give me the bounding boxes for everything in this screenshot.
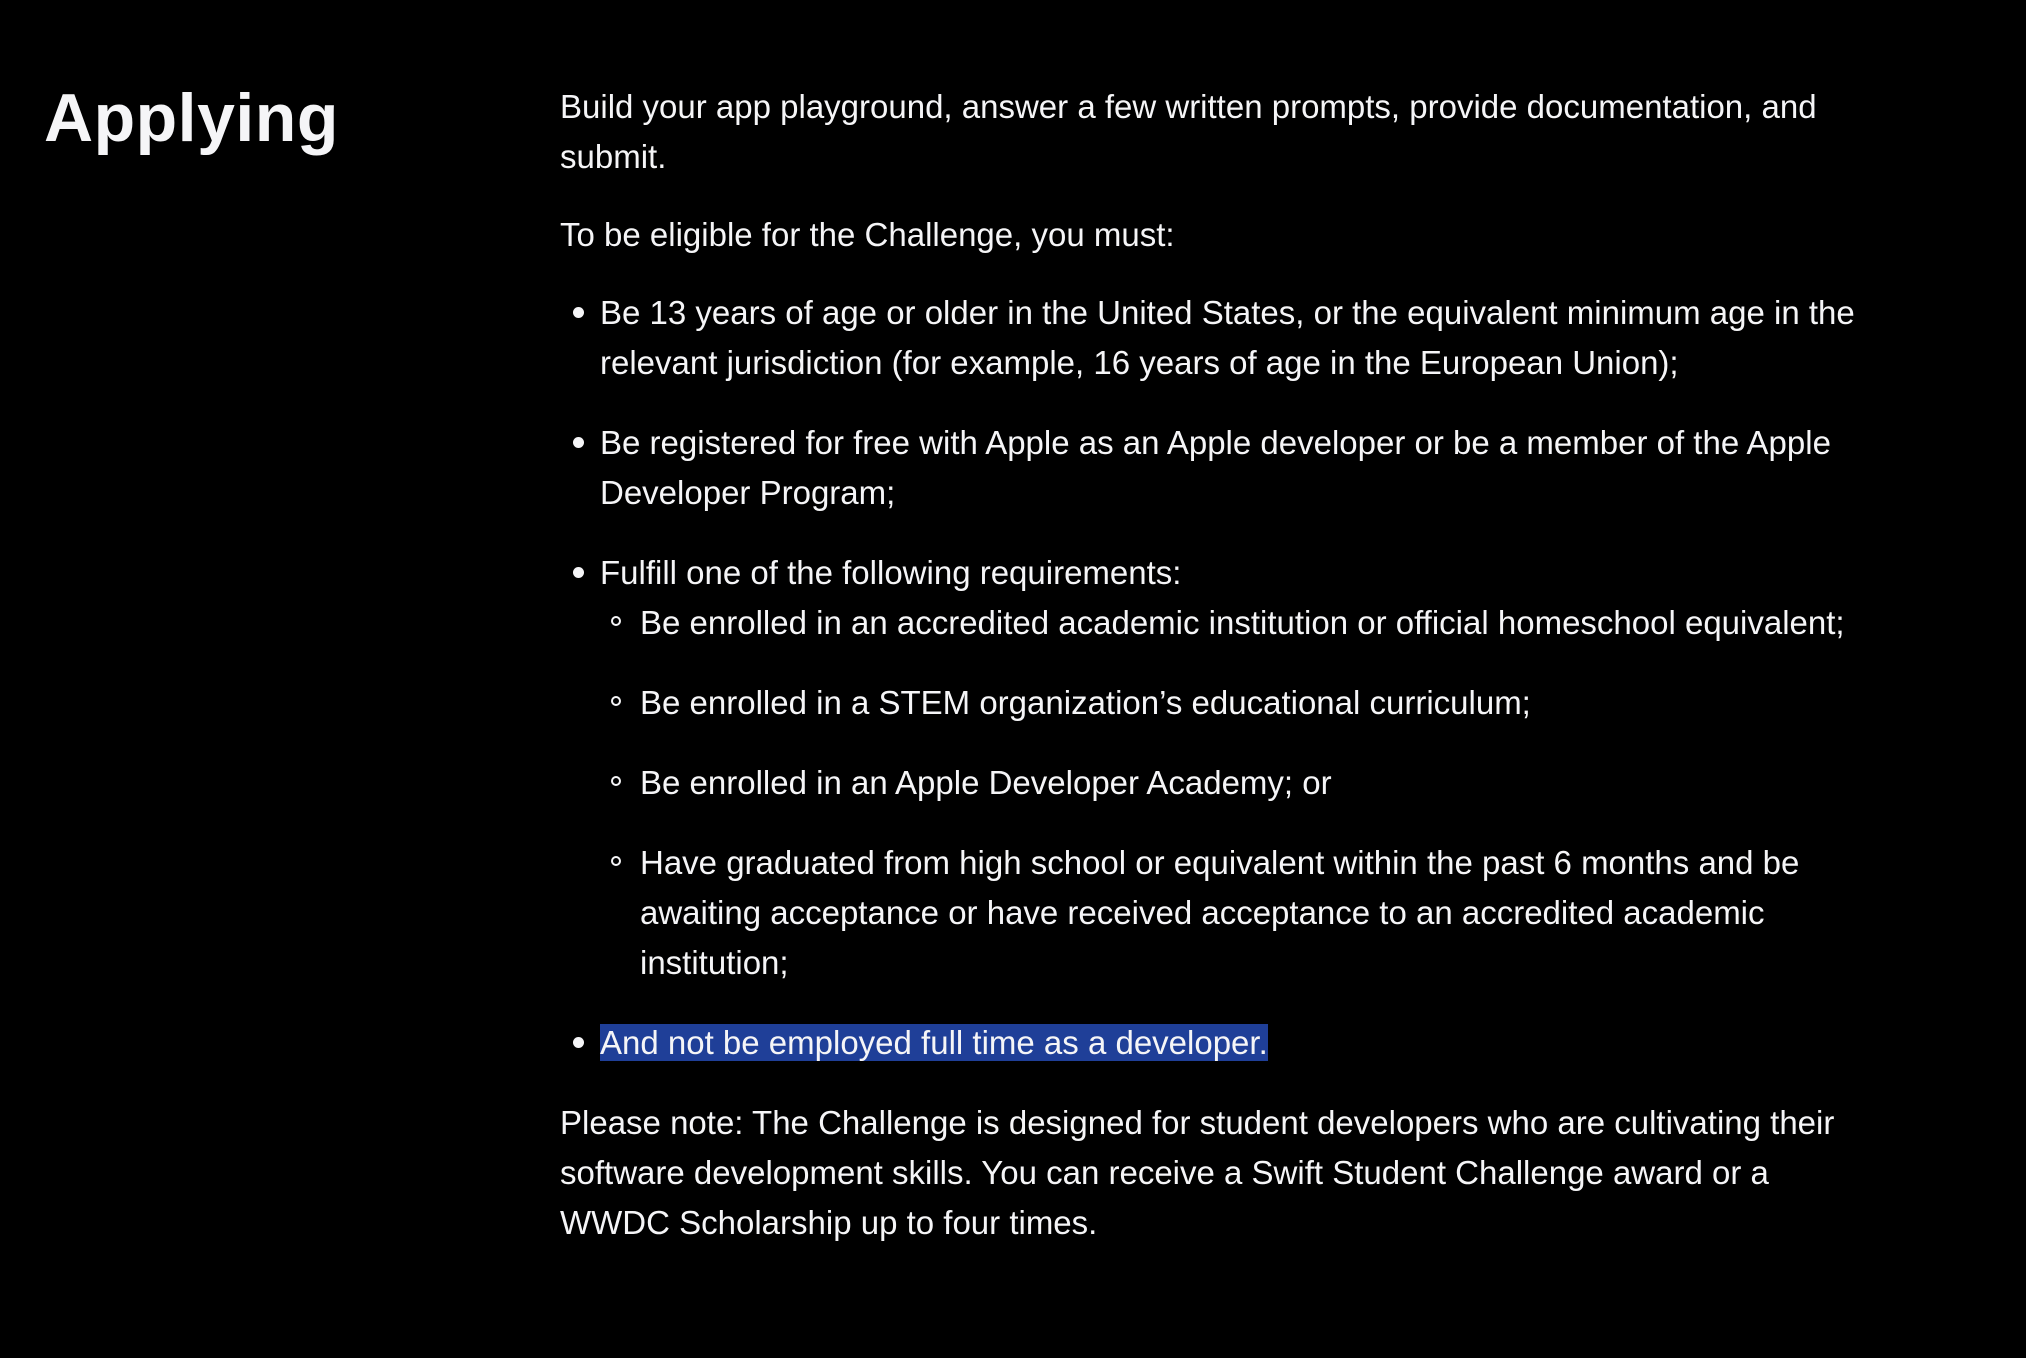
requirement-text: Fulfill one of the following requirements: [600, 554, 1182, 591]
requirement-text: Be 13 years of age or older in the United States, or the equivalent minimum age in the relevant jurisdiction (for example, 16 years of age in the European Union); [600, 294, 1855, 381]
bullet-icon [573, 307, 584, 318]
sub-requirements-list [600, 598, 1860, 988]
sub-requirement-text: Be enrolled in an accredited academic institution or official homeschool equivalent; [640, 604, 1845, 641]
sub-requirement-text: Be enrolled in a STEM organization’s educational curriculum; [640, 684, 1531, 721]
hollow-bullet-icon [611, 616, 621, 626]
sub-requirement-item [600, 758, 1860, 808]
requirement-text: Be registered for free with Apple as an Apple developer or be a member of the Apple Developer Program; [600, 424, 1831, 511]
bullet-icon [573, 1037, 584, 1048]
requirement-item-age [560, 288, 1860, 388]
requirement-item-registered [560, 418, 1860, 518]
sub-requirement-item [600, 838, 1860, 988]
hollow-bullet-icon [611, 856, 621, 866]
hollow-bullet-icon [611, 696, 621, 706]
requirements-list [560, 288, 1860, 1068]
selected-requirement-text[interactable]: And not be employed full time as a developer. [600, 1024, 1268, 1061]
hollow-bullet-icon [611, 776, 621, 786]
intro-paragraph: Build your app playground, answer a few written prompts, provide documentation, and submit. [560, 88, 1817, 175]
sub-requirement-text: Be enrolled in an Apple Developer Academy; or [640, 764, 1332, 801]
sub-requirement-item [600, 598, 1860, 648]
bullet-icon [573, 437, 584, 448]
sub-requirement-text: Have graduated from high school or equivalent within the past 6 months and be awaiting acceptance or have received acceptance to an accredited academic institution; [640, 844, 1800, 981]
sub-requirement-item [600, 678, 1860, 728]
bullet-icon [573, 567, 584, 578]
note-paragraph: Please note: The Challenge is designed for student developers who are cultivating their software development skills. You can receive a Swift Student Challenge award or a WWDC Scholarship up to four times. [560, 1104, 1835, 1241]
requirement-item-employment [560, 1018, 1860, 1068]
eligibility-lead: To be eligible for the Challenge, you must: [560, 216, 1175, 253]
applying-content [560, 82, 1860, 1248]
requirement-item-fulfill [560, 548, 1860, 988]
page-title: Applying [44, 80, 339, 156]
